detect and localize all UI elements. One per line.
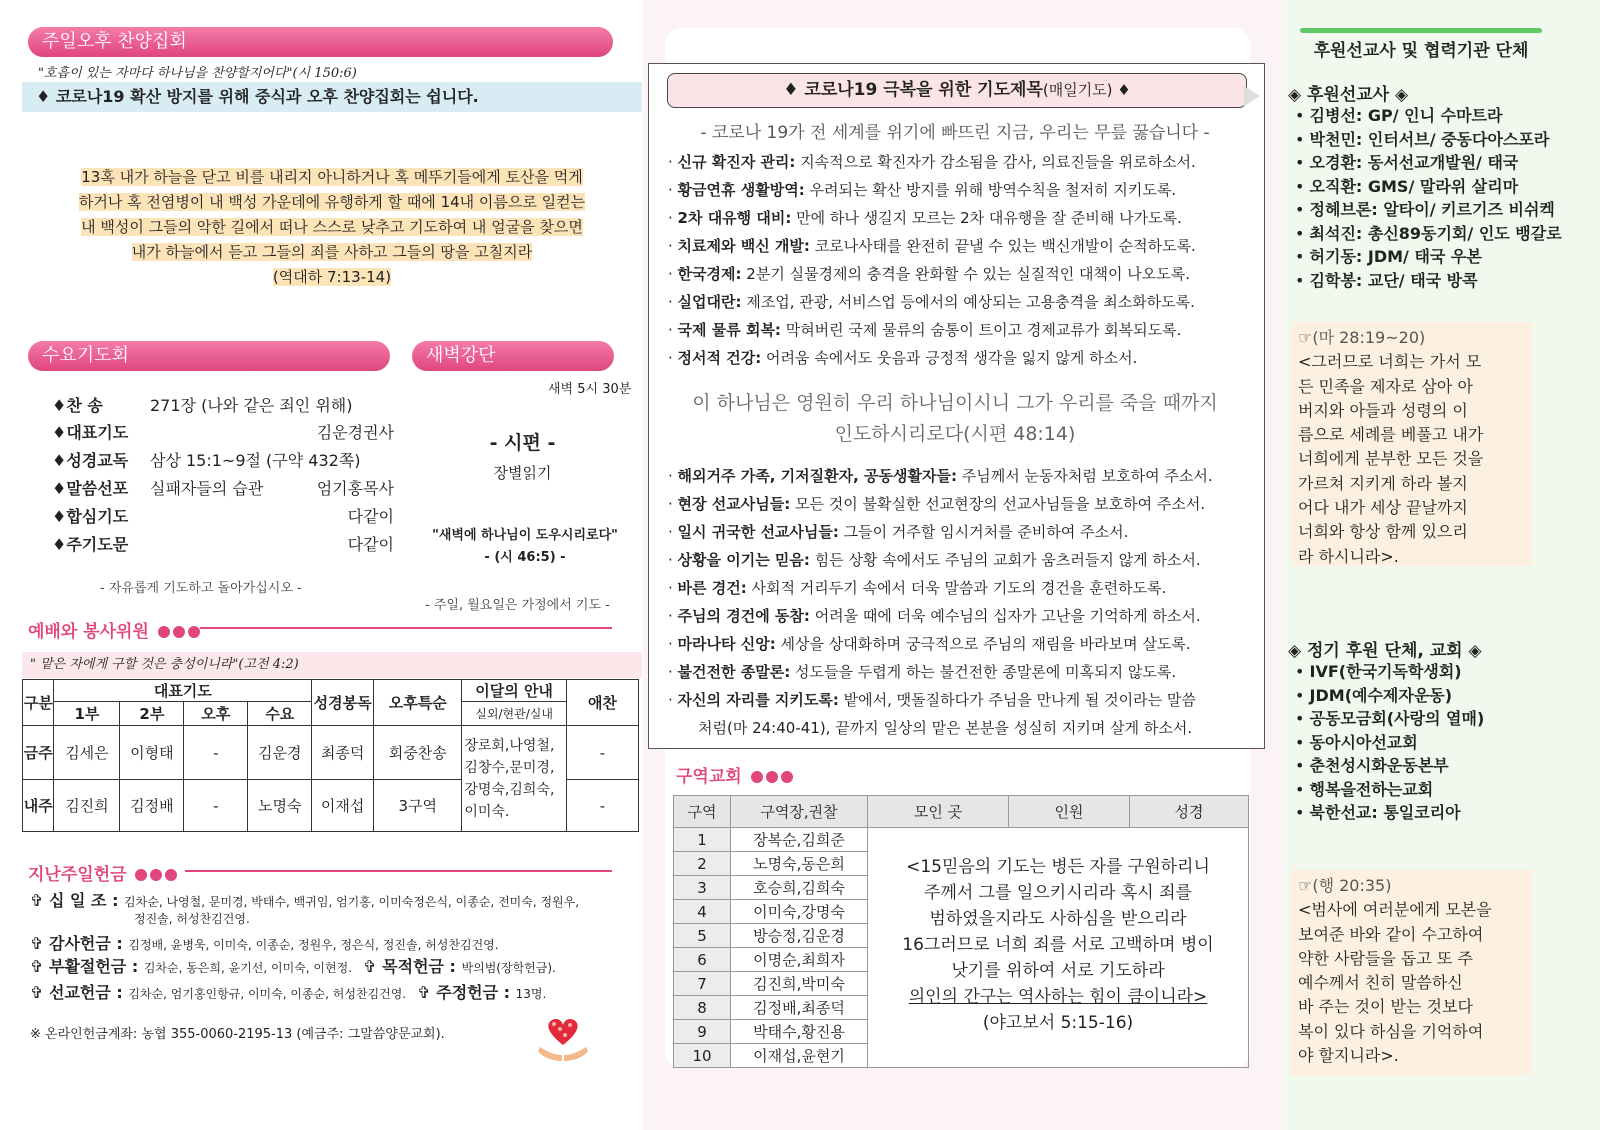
th-district: 구역 [674, 796, 731, 828]
org-item: • JDM(예수제자운동) [1295, 685, 1453, 705]
order-row: ♦대표기도 김운경권사 [52, 423, 394, 442]
missionary-item: • 박천민: 인터서브/ 중동다아스포라 [1295, 129, 1550, 149]
worship-committee-title: 예배와 봉사위원 [28, 617, 200, 642]
worship-table [22, 679, 639, 832]
scripture-block [22, 165, 642, 290]
cell: 노명숙 [248, 780, 312, 832]
scripture-line: 13혹 내가 하늘을 닫고 비를 내리지 아니하거나 혹 메뚜기들에게 토산을 먹게 [81, 168, 583, 186]
dawn-verse: "새벽에 하나님이 도우시리로다" [432, 528, 618, 543]
cell: 최종덕 [312, 726, 374, 780]
cell: 이형태 [120, 726, 184, 780]
scripture-ref: (역대하 7:13-14) [272, 268, 392, 286]
row-division: 금주 [23, 726, 54, 780]
scripture-line: 내 백성이 그들의 악한 길에서 떠나 스스로 낮추고 기도하여 내 얼굴을 찾으면 [81, 218, 583, 236]
prayer-title-box: ♦ 코로나19 극복을 위한 기도제목(매일기도) ♦ [667, 73, 1247, 108]
cell: - [566, 780, 638, 832]
prayer-list-2 [668, 462, 1213, 742]
district-no: 9 [674, 1020, 731, 1044]
district-no: 2 [674, 852, 731, 876]
order-row: ♦찬 송 271장 (나와 같은 죄인 위해) [52, 396, 353, 415]
org-item: • IVF(한국기독학생회) [1295, 662, 1462, 681]
district-leader: 노명숙,동은희 [731, 852, 868, 876]
th-p1: 1부 [54, 702, 120, 726]
prayer-item: · 상황을 이기는 믿음: 힘든 상황 속에서도 주님의 교회가 움츠러들지 않게 하소서. [668, 551, 1201, 569]
missionary-head: ◈ 후원선교사 ◈ [1288, 85, 1409, 105]
org-item: • 춘천성시화운동본부 [1295, 756, 1449, 775]
wednesday-footer: - 자유롭게 기도하고 돌아가십시오 - [100, 581, 302, 596]
dawn-method: 장별읽기 [493, 464, 552, 482]
district-no: 3 [674, 876, 731, 900]
missionary-item: • 최석진: 총신89동기회/ 인도 뱅갈로 [1295, 223, 1562, 243]
title-fold-icon [1244, 86, 1260, 106]
district-table [673, 795, 1249, 1068]
row-division: 내주 [23, 780, 54, 832]
offering-row: ✞ 부활절헌금 : 김차순, 동은희, 윤기선, 이미숙, 이현정. ✞ 목적헌금 : 박의범(장학헌금). [30, 957, 556, 976]
th-pm: 오후 [184, 702, 248, 726]
prayer-item: · 실업대란: 제조업, 관광, 서비스업 등에서의 예상되는 고용충격을 최소화하도록. [668, 293, 1195, 311]
missionary-item: • 오직환: GMS/ 말라위 살리마 [1295, 176, 1519, 196]
sidebar-title: 후원선교사 및 협력기관 단체 [1313, 41, 1529, 61]
dawn-time: 새벽 5시 30분 [548, 382, 632, 397]
district-leader: 박태수,황진용 [731, 1020, 868, 1044]
heart-hands-icon [532, 1015, 594, 1067]
th-leader: 구역장,권찰 [731, 796, 868, 828]
district-no: 1 [674, 828, 731, 852]
prayer-item: · 현장 선교사님들: 모든 것이 불확실한 선교현장의 선교사님들을 보호하여 주소서. [668, 495, 1206, 513]
section-rule [185, 870, 612, 872]
offering-row: ✞ 십 일 조 : 김차순, 나영철, 문미경, 박태수, 백귀임, 엄기홍, 이미숙정은식, 이종순, 전미숙, 정원우, [30, 891, 580, 910]
prayer-item: · 자신의 자리를 지키도록: 밭에서, 맷돌질하다가 주님을 만나게 될 것이라는 말씀 [668, 691, 1196, 709]
cell: 이재섭 [312, 780, 374, 832]
missionary-item: • 정헤브론: 알타이/ 키르기즈 비쉬켁 [1295, 200, 1555, 219]
prayer-item: · 2차 대유행 대비: 만에 하나 생길지 모르는 2차 대유행을 잘 준비해 나가도록. [668, 209, 1182, 227]
sidebar-accent-bar [1300, 28, 1542, 33]
district-no: 4 [674, 900, 731, 924]
prayer-item: · 한국경제: 2분기 실물경제의 충격을 완화할 수 있는 실질적인 대책이 나오도록. [668, 265, 1190, 283]
cell: - [184, 726, 248, 780]
th-place: 모인 곳 [868, 796, 1009, 828]
district-no: 7 [674, 972, 731, 996]
th-p2: 2부 [120, 702, 184, 726]
org-item: • 행복을전하는교회 [1295, 779, 1434, 799]
offering-row-cont: 정진솔, 허성찬김건영. [134, 912, 250, 926]
dawn-verse-ref: - (시 46:5) - [484, 550, 566, 565]
prayer-item: · 일시 귀국한 선교사님들: 그들이 거주할 임시거처를 준비하여 주소서. [668, 523, 1129, 541]
th-count: 인원 [1009, 796, 1130, 828]
prayer-item: · 국제 물류 회복: 막혀버린 국제 물류의 숨통이 트이고 경제교류가 회복되도록. [668, 321, 1182, 339]
th-division: 구분 [23, 680, 54, 726]
th-special: 오후특순 [374, 680, 462, 726]
prayer-item: · 주님의 경건에 동참: 어려울 때에 더욱 예수님의 십자가 고난을 기억하게 하소서. [668, 607, 1201, 625]
scripture-line: 하거나 혹 전염병이 내 백성 가운데에 유행하게 할 때에 14내 이름으로 일컫는 [78, 193, 586, 211]
missionary-item: • 김병선: GP/ 인니 수마트라 [1295, 106, 1503, 125]
org-item: • 동아시아선교회 [1295, 732, 1418, 752]
district-leader: 장복순,김희준 [731, 828, 868, 852]
th-rep-prayer: 대표기도 [54, 680, 312, 702]
verse-card-2: ☞(행 20:35) <범사에 여러분에게 모본을 보여준 바와 같이 수고하여 약한 사람들을 돕고 또 주 예수께서 친히 말씀하신 바 주는 것이 받는 것보다 복이 있다 하심을 기억하여 야 할지니라>. [1290, 870, 1533, 1076]
th-guide: 이달의 안내 [462, 680, 567, 702]
district-verse: <15믿음의 기도는 병든 자를 구원하리니 주께서 그를 일으키시리라 혹시 죄를 범하였을지라도 사하심을 받으리라 16그러므로 너희 죄를 서로 고백하며 병이 낫기를 위하여 서로 기도하라 의인의 간구는 역사하는 힘이 큼이니라> (야고보서 5:15-16) [868, 828, 1249, 1068]
prayer-list-1 [668, 148, 1196, 372]
dawn-title: 새벽강단 [412, 341, 614, 371]
prayer-item: · 바른 경건: 사회적 거리두기 속에서 더욱 말씀과 기도의 경건을 훈련하도록. [668, 579, 1167, 597]
online-account: ※ 온라인헌금계좌: 농협 355-0060-2195-13 (예금주: 그말씀양문교회). [30, 1027, 445, 1042]
district-leader: 호승희,김희숙 [731, 876, 868, 900]
district-leader: 방승정,김운경 [731, 924, 868, 948]
district-leader: 이미숙,강명숙 [731, 900, 868, 924]
district-leader: 이명순,최희자 [731, 948, 868, 972]
offering-row: ✞ 감사헌금 : 김정배, 윤병욱, 이미숙, 이종순, 정원우, 정은식, 정진솔, 허성찬김건영. [30, 934, 499, 953]
org-head: ◈ 정기 후원 단체, 교회 ◈ [1288, 641, 1482, 661]
prayer-item: · 마라나타 신앙: 세상을 상대화하며 궁극적으로 주님의 재림을 바라보며 살도록. [668, 635, 1191, 653]
sunday-verse: "호흡이 있는 자마다 하나님을 찬양할지어다"(시 150:6) [38, 66, 357, 81]
offering-title: 지난주일헌금 [28, 860, 177, 885]
prayer-verse: 이 하나님은 영원히 우리 하나님이시니 그가 우리를 죽을 때까지 인도하시리로다(시편 48:14) [692, 392, 1218, 445]
missionary-item: • 오경환: 동서선교개발원/ 태국 [1295, 153, 1519, 172]
cell: - [566, 726, 638, 780]
cell: 김세은 [54, 726, 120, 780]
order-row: ♦주기도문 다같이 [52, 535, 394, 554]
order-row: ♦합심기도 다같이 [52, 507, 394, 526]
org-list [1295, 660, 1484, 825]
cell: 김진희 [54, 780, 120, 832]
prayer-item-cont: 처럼(마 24:40-41), 끝까지 일상의 맡은 본분을 성실히 지키며 살게 하소서. [698, 719, 1193, 737]
th-wed: 수요 [248, 702, 312, 726]
org-item: • 북한선교: 통일코리아 [1295, 803, 1461, 822]
district-no: 10 [674, 1044, 731, 1068]
cell: 3구역 [374, 780, 462, 832]
prayer-item: · 해외거주 가족, 기저질환자, 공동생활자들: 주님께서 눈동자처럼 보호하여 주소서. [668, 467, 1213, 485]
prayer-item: · 황금연휴 생활방역: 우려되는 확산 방지를 위해 방역수칙을 철저히 지키도록. [668, 181, 1177, 199]
dawn-book: - 시편 - [489, 432, 556, 454]
district-leader: 김진희,박미숙 [731, 972, 868, 996]
district-no: 5 [674, 924, 731, 948]
worship-verse: " 맡은 자에게 구할 것은 충성이니라"(고전 4:2) [22, 652, 642, 678]
missionary-item: • 허기동: JDM/ 태국 우본 [1295, 247, 1482, 266]
sunday-afternoon-title: 주일오후 찬양집회 [28, 27, 613, 57]
missionary-item: • 김학봉: 교단/ 태국 방콕 [1295, 270, 1478, 290]
section-rule [200, 627, 612, 629]
prayer-item: · 신규 확진자 관리: 지속적으로 확진자가 감소됨을 감사, 의료진들을 위로하소서. [668, 153, 1196, 171]
th-guide-sub: 실외/현관/실내 [462, 702, 567, 726]
cell: 김정배 [120, 780, 184, 832]
district-no: 6 [674, 948, 731, 972]
guide-cell: 장로회,나영철,김창수,문미경,강명숙,김희숙,이미숙. [462, 726, 567, 832]
prayer-intro: - 코로나 19가 전 세계를 위기에 빠뜨린 지금, 우리는 무릎 꿇습니다 - [700, 123, 1210, 143]
order-row: ♦말씀선포 실패자들의 습관 엄기홍목사 [52, 479, 394, 498]
prayer-item: · 치료제와 백신 개발: 코로나사태를 완전히 끝낼 수 있는 백신개발이 순적하도록. [668, 237, 1196, 255]
dawn-footer: - 주일, 월요일은 가정에서 기도 - [425, 598, 610, 613]
district-leader: 김정배,최종덕 [731, 996, 868, 1020]
district-no: 8 [674, 996, 731, 1020]
th-bible: 성경 [1130, 796, 1249, 828]
cell: 김운경 [248, 726, 312, 780]
cell: 회중찬송 [374, 726, 462, 780]
cell: - [184, 780, 248, 832]
th-choir: 애찬 [566, 680, 638, 726]
prayer-item: · 정서적 건강: 어려움 속에서도 웃음과 긍정적 생각을 잃지 않게 하소서. [668, 349, 1138, 367]
district-leader: 이재섭,윤현기 [731, 1044, 868, 1068]
scripture-line: 내가 하늘에서 듣고 그들의 죄를 사하고 그들의 땅을 고칠지라 [131, 243, 533, 261]
district-title: 구역교회 [676, 762, 793, 787]
th-bible: 성경봉독 [312, 680, 374, 726]
wednesday-title: 수요기도회 [28, 341, 390, 371]
corona-notice: ♦ 코로나19 확산 방지를 위해 중식과 오후 찬양집회는 쉽니다. [22, 82, 642, 112]
org-item: • 공동모금회(사랑의 열매) [1295, 709, 1485, 728]
prayer-item: · 불건전한 종말론: 성도들을 두렵게 하는 불건전한 종말론에 미혹되지 않도록. [668, 663, 1177, 681]
missionary-list [1295, 104, 1562, 292]
verse-card-1: ☞(마 28:19~20) <그러므로 너희는 가서 모 든 민족을 제자로 삼아 아 버지와 아들과 성령의 이 름으로 세례를 베풀고 내가 너희에게 분부한 모든 것을 가르쳐 지키게 하라 볼지 어다 내가 세상 끝날까지 너희와 항상 함께 있으리 라 하시니라>. [1290, 322, 1533, 566]
order-row: ♦성경교독 삼상 15:1~9절 (구약 432쪽) [52, 451, 361, 470]
offering-row: ✞ 선교헌금 : 김차순, 엄기홍인항규, 이미숙, 이종순, 허성찬김건영. ✞ 주정헌금 : 13명. [30, 983, 547, 1002]
